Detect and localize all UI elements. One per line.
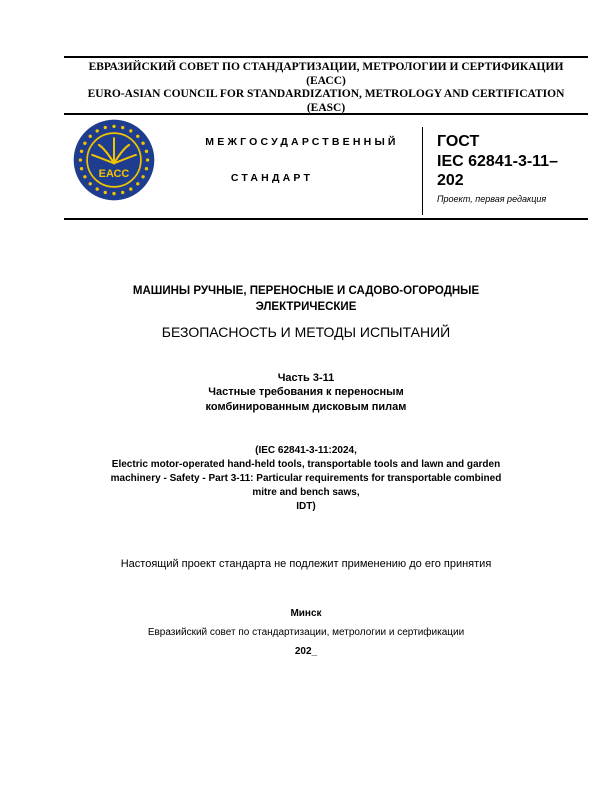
publication-year: 202_: [294, 646, 318, 657]
standard-block-rule: [64, 218, 588, 220]
logo-star-icon: [121, 191, 124, 194]
document-title-line2: ЭЛЕКТРИЧЕСКИЕ: [255, 300, 357, 313]
council-abbr-ru: (ЕАСС): [306, 74, 346, 87]
vertical-divider: [422, 127, 423, 215]
logo-star-icon: [136, 135, 139, 138]
logo-star-icon: [83, 175, 86, 178]
logo-star-icon: [80, 150, 83, 153]
council-name-en-line1: EURO-ASIAN COUNCIL FOR STANDARDIZATION, METROLOGY AND CERTIFICATION: [87, 88, 565, 100]
document-subtitle: БЕЗОПАСНОСТЬ И МЕТОДЫ ИСПЫТАНИЙ: [161, 324, 451, 340]
logo-star-icon: [96, 187, 99, 190]
logo-star-icon: [141, 142, 144, 145]
logo-star-icon: [83, 142, 86, 145]
draft-status: Проект, первая редакция: [437, 194, 547, 204]
logo-star-icon: [146, 158, 149, 161]
logo-star-icon: [145, 150, 148, 153]
council-abbr-en: (EASC): [306, 101, 346, 114]
draft-note: Настоящий проект стандарта не подлежит применению до его принятия: [120, 558, 492, 570]
logo-star-icon: [112, 192, 115, 195]
logo-star-icon: [136, 182, 139, 185]
logo-star-icon: [104, 191, 107, 194]
document-title: [40, 284, 572, 315]
standard-kind-line2: СТАНДАРТ: [230, 172, 314, 184]
standard-number-line1: IEC 62841-3-11–: [437, 153, 558, 170]
council-name-en: [64, 88, 588, 115]
logo-star-icon: [141, 175, 144, 178]
logo-star-icon: [79, 158, 82, 161]
english-reference-line5: IDT): [296, 501, 316, 512]
logo-star-icon: [96, 129, 99, 132]
english-reference-line1: (IEC 62841-3-11:2024,: [255, 445, 357, 456]
easc-logo: [72, 118, 156, 202]
logo-star-icon: [80, 167, 83, 170]
english-reference-line2: Electric motor-operated hand-held tools, transportable tools and lawn and garden: [111, 459, 501, 470]
logo-star-icon: [104, 126, 107, 129]
part-title-line2: комбинированным дисковым пилам: [205, 400, 407, 413]
publication-city: Минск: [290, 608, 322, 619]
logo-star-icon: [129, 187, 132, 190]
english-reference: [40, 444, 572, 514]
standard-number: [437, 152, 585, 190]
standard-kind-line1: МЕЖГОСУДАРСТВЕННЫЙ: [205, 136, 399, 148]
header-top-rule: [64, 56, 588, 58]
logo-star-icon: [121, 126, 124, 129]
part-title: [40, 385, 572, 414]
english-reference-line4: mitre and bench saws,: [252, 487, 360, 498]
logo-star-icon: [112, 125, 115, 128]
part-title-line1: Частные требования к переносным: [208, 386, 404, 398]
logo-star-icon: [145, 167, 148, 170]
logo-star-icon: [129, 129, 132, 132]
logo-star-icon: [89, 135, 92, 138]
council-name-ru-line1: ЕВРАЗИЙСКИЙ СОВЕТ ПО СТАНДАРТИЗАЦИИ, МЕТРОЛОГИИ И СЕРТИФИКАЦИИ: [88, 61, 564, 73]
gost-label: ГОСТ: [437, 133, 480, 150]
logo-star-icon: [89, 182, 92, 185]
standard-number-line2: 202: [437, 172, 464, 189]
document-title-line1: МАШИНЫ РУЧНЫЕ, ПЕРЕНОСНЫЕ И САДОВО-ОГОРОДНЫЕ: [132, 285, 480, 297]
header-bottom-rule: [64, 113, 588, 115]
logo-text: ЕАСС: [98, 167, 130, 180]
council-name-ru: [64, 61, 588, 88]
publisher: Евразийский совет по стандартизации, метрологии и сертификации: [147, 627, 465, 638]
part-label: Часть 3-11: [277, 372, 335, 384]
english-reference-line3: machinery - Safety - Part 3-11: Particular requirements for transportable combined: [110, 473, 502, 484]
